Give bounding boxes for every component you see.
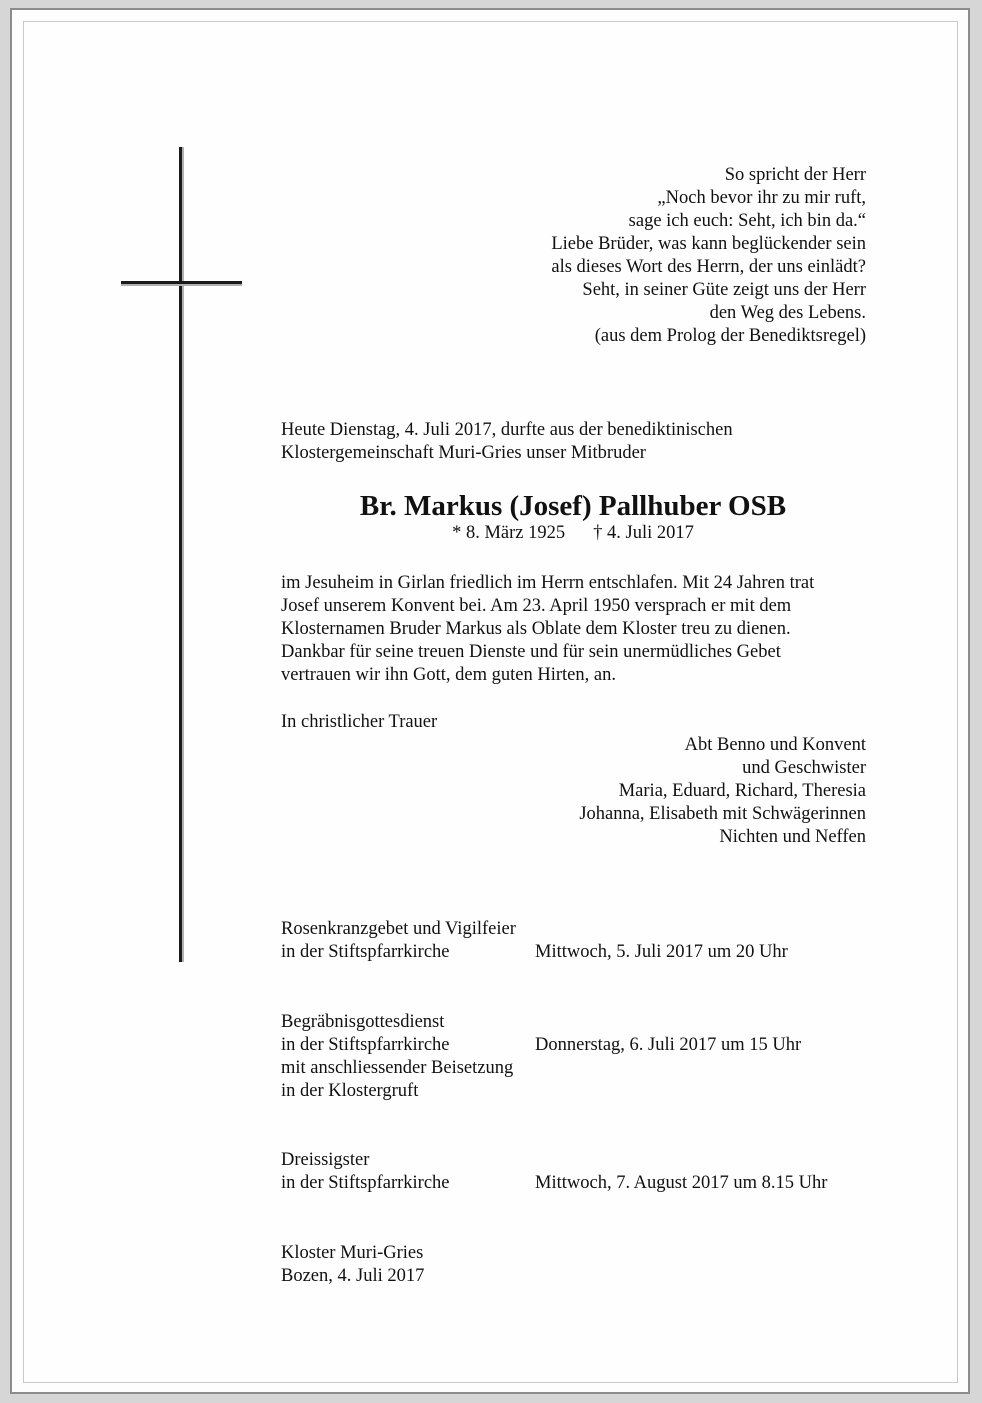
event-thirtieth	[281, 1149, 828, 1195]
signer-line: und Geschwister	[742, 758, 866, 778]
footer	[281, 1242, 424, 1288]
event-datetime: Donnerstag, 6. Juli 2017 um 15 Uhr	[535, 1035, 802, 1055]
event-datetime: Mittwoch, 5. Juli 2017 um 20 Uhr	[535, 942, 788, 962]
footer-line: Bozen, 4. Juli 2017	[281, 1266, 425, 1286]
birth-date: * 8. März 1925	[452, 523, 566, 543]
event-line: mit anschliessender Beisetzung	[281, 1058, 514, 1078]
body-line: vertrauen wir ihn Gott, dem guten Hirten, an.	[281, 665, 616, 685]
bible-quote	[551, 164, 866, 348]
quote-line: als dieses Wort des Herrn, der uns einlädt?	[551, 257, 866, 277]
event-line: in der Stiftspfarrkirche	[281, 942, 450, 962]
quote-source: (aus dem Prolog der Benediktsregel)	[594, 326, 866, 346]
signer-line: Abt Benno und Konvent	[684, 735, 866, 755]
intro-line: Klostergemeinschaft Muri-Gries unser Mitbruder	[281, 443, 646, 463]
cross-icon-horizontal	[121, 281, 242, 284]
body-paragraph	[281, 572, 814, 687]
footer-line: Kloster Muri-Gries	[281, 1243, 424, 1263]
signers	[579, 734, 866, 849]
event-funeral	[281, 1011, 802, 1103]
body-line: Klosternamen Bruder Markus als Oblate dem Kloster treu zu dienen.	[281, 619, 791, 639]
quote-line: „Noch bevor ihr zu mir ruft,	[657, 188, 866, 208]
event-line: in der Stiftspfarrkirche	[281, 1035, 450, 1055]
cross-icon-vertical	[179, 147, 182, 962]
quote-line: So spricht der Herr	[724, 165, 866, 185]
signer-line: Johanna, Elisabeth mit Schwägerinnen	[579, 804, 866, 824]
quote-line: Seht, in seiner Güte zeigt uns der Herr	[582, 280, 866, 300]
body-line: Dankbar für seine treuen Dienste und für sein unermüdliches Gebet	[281, 642, 781, 662]
signer-line: Maria, Eduard, Richard, Theresia	[618, 781, 866, 801]
body-line: Josef unserem Konvent bei. Am 23. April 1950 versprach er mit dem	[281, 596, 792, 616]
quote-line: Liebe Brüder, was kann beglückender sein	[551, 234, 866, 254]
body-line: im Jesuheim in Girlan friedlich im Herrn entschlafen. Mit 24 Jahren trat	[281, 573, 815, 593]
intro-paragraph	[281, 419, 733, 465]
event-rosary	[281, 918, 788, 964]
event-line: Begräbnisgottesdienst	[281, 1012, 445, 1032]
quote-line: sage ich euch: Seht, ich bin da.“	[628, 211, 866, 231]
deceased-name: Br. Markus (Josef) Pallhuber OSB	[359, 490, 787, 522]
event-datetime: Mittwoch, 7. August 2017 um 8.15 Uhr	[535, 1173, 828, 1193]
event-line: Dreissigster	[281, 1150, 370, 1170]
event-line: in der Klostergruft	[281, 1081, 419, 1101]
intro-line: Heute Dienstag, 4. Juli 2017, durfte aus der benediktinischen	[281, 420, 733, 440]
event-line: Rosenkranzgebet und Vigilfeier	[281, 919, 516, 939]
mourning-phrase: In christlicher Trauer	[281, 712, 438, 732]
event-line: in der Stiftspfarrkirche	[281, 1173, 450, 1193]
signer-line: Nichten und Neffen	[719, 827, 866, 847]
death-date: † 4. Juli 2017	[593, 523, 694, 543]
quote-line: den Weg des Lebens.	[709, 303, 866, 323]
life-dates	[281, 522, 865, 545]
